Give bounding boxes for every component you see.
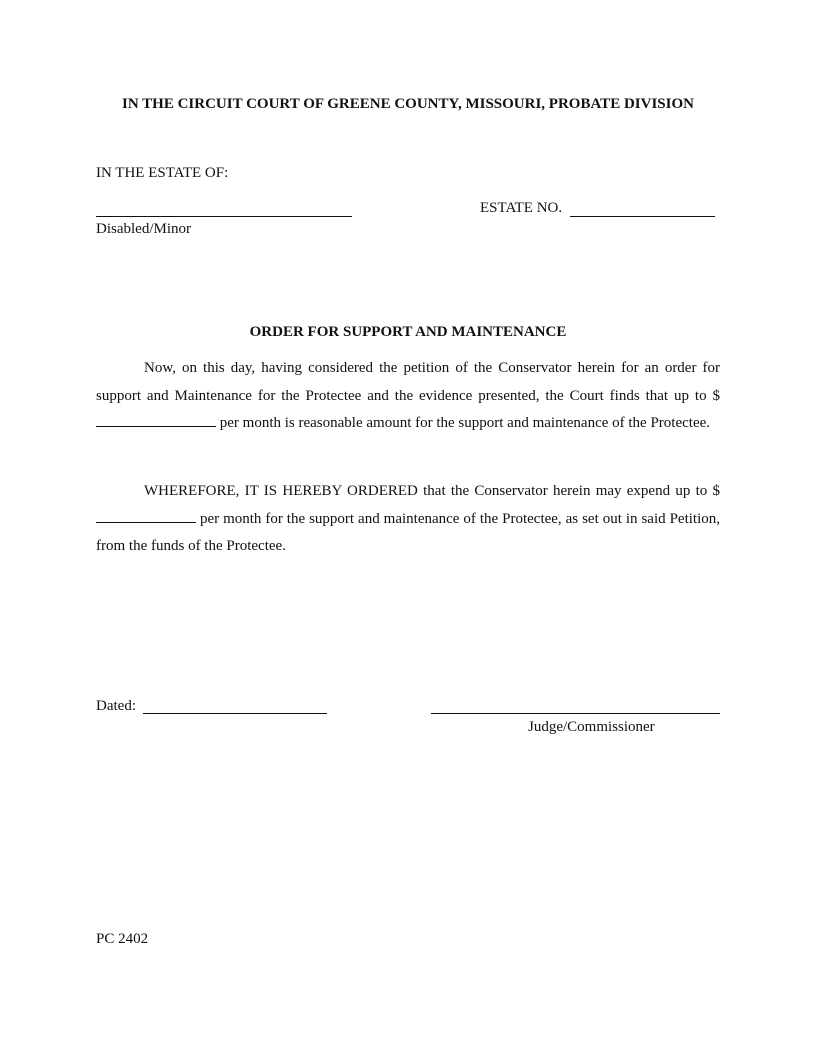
finding-text-start: Now, on this day, having considered the petition of the Conservator herein for an order for support and Maintenance for the Protectee and the evidence presented, the Court finds that up to $	[96, 360, 720, 404]
finding-text-end: per month is reasonable amount for the support and maintenance of the Protectee.	[216, 415, 711, 431]
court-header: IN THE CIRCUIT COURT OF GREENE COUNTY, MISSOURI, PROBATE DIVISION	[122, 96, 694, 112]
estate-no-blank[interactable]	[570, 216, 715, 217]
order-amount-blank[interactable]	[96, 510, 196, 523]
order-text-start: WHEREFORE, IT IS HEREBY ORDERED that the Conservator herein may expend up to $	[144, 483, 720, 499]
finding-amount-blank[interactable]	[96, 414, 216, 427]
finding-paragraph	[96, 355, 720, 438]
order-text-end: per month for the support and maintenance of the Protectee, as set out in said Petition, from the funds of the Protectee.	[96, 510, 720, 554]
dated-blank[interactable]	[143, 713, 327, 714]
estate-name-blank[interactable]	[96, 216, 352, 217]
order-paragraph	[96, 478, 720, 561]
order-title: ORDER FOR SUPPORT AND MAINTENANCE	[249, 324, 567, 340]
judge-label: Judge/Commissioner	[528, 719, 655, 735]
estate-of-label: IN THE ESTATE OF:	[96, 165, 229, 181]
dated-label: Dated:	[96, 698, 136, 714]
form-code: PC 2402	[96, 931, 149, 947]
estate-no-label: ESTATE NO.	[480, 200, 563, 216]
judge-signature-line[interactable]	[431, 713, 720, 714]
disabled-minor-label: Disabled/Minor	[96, 221, 191, 237]
